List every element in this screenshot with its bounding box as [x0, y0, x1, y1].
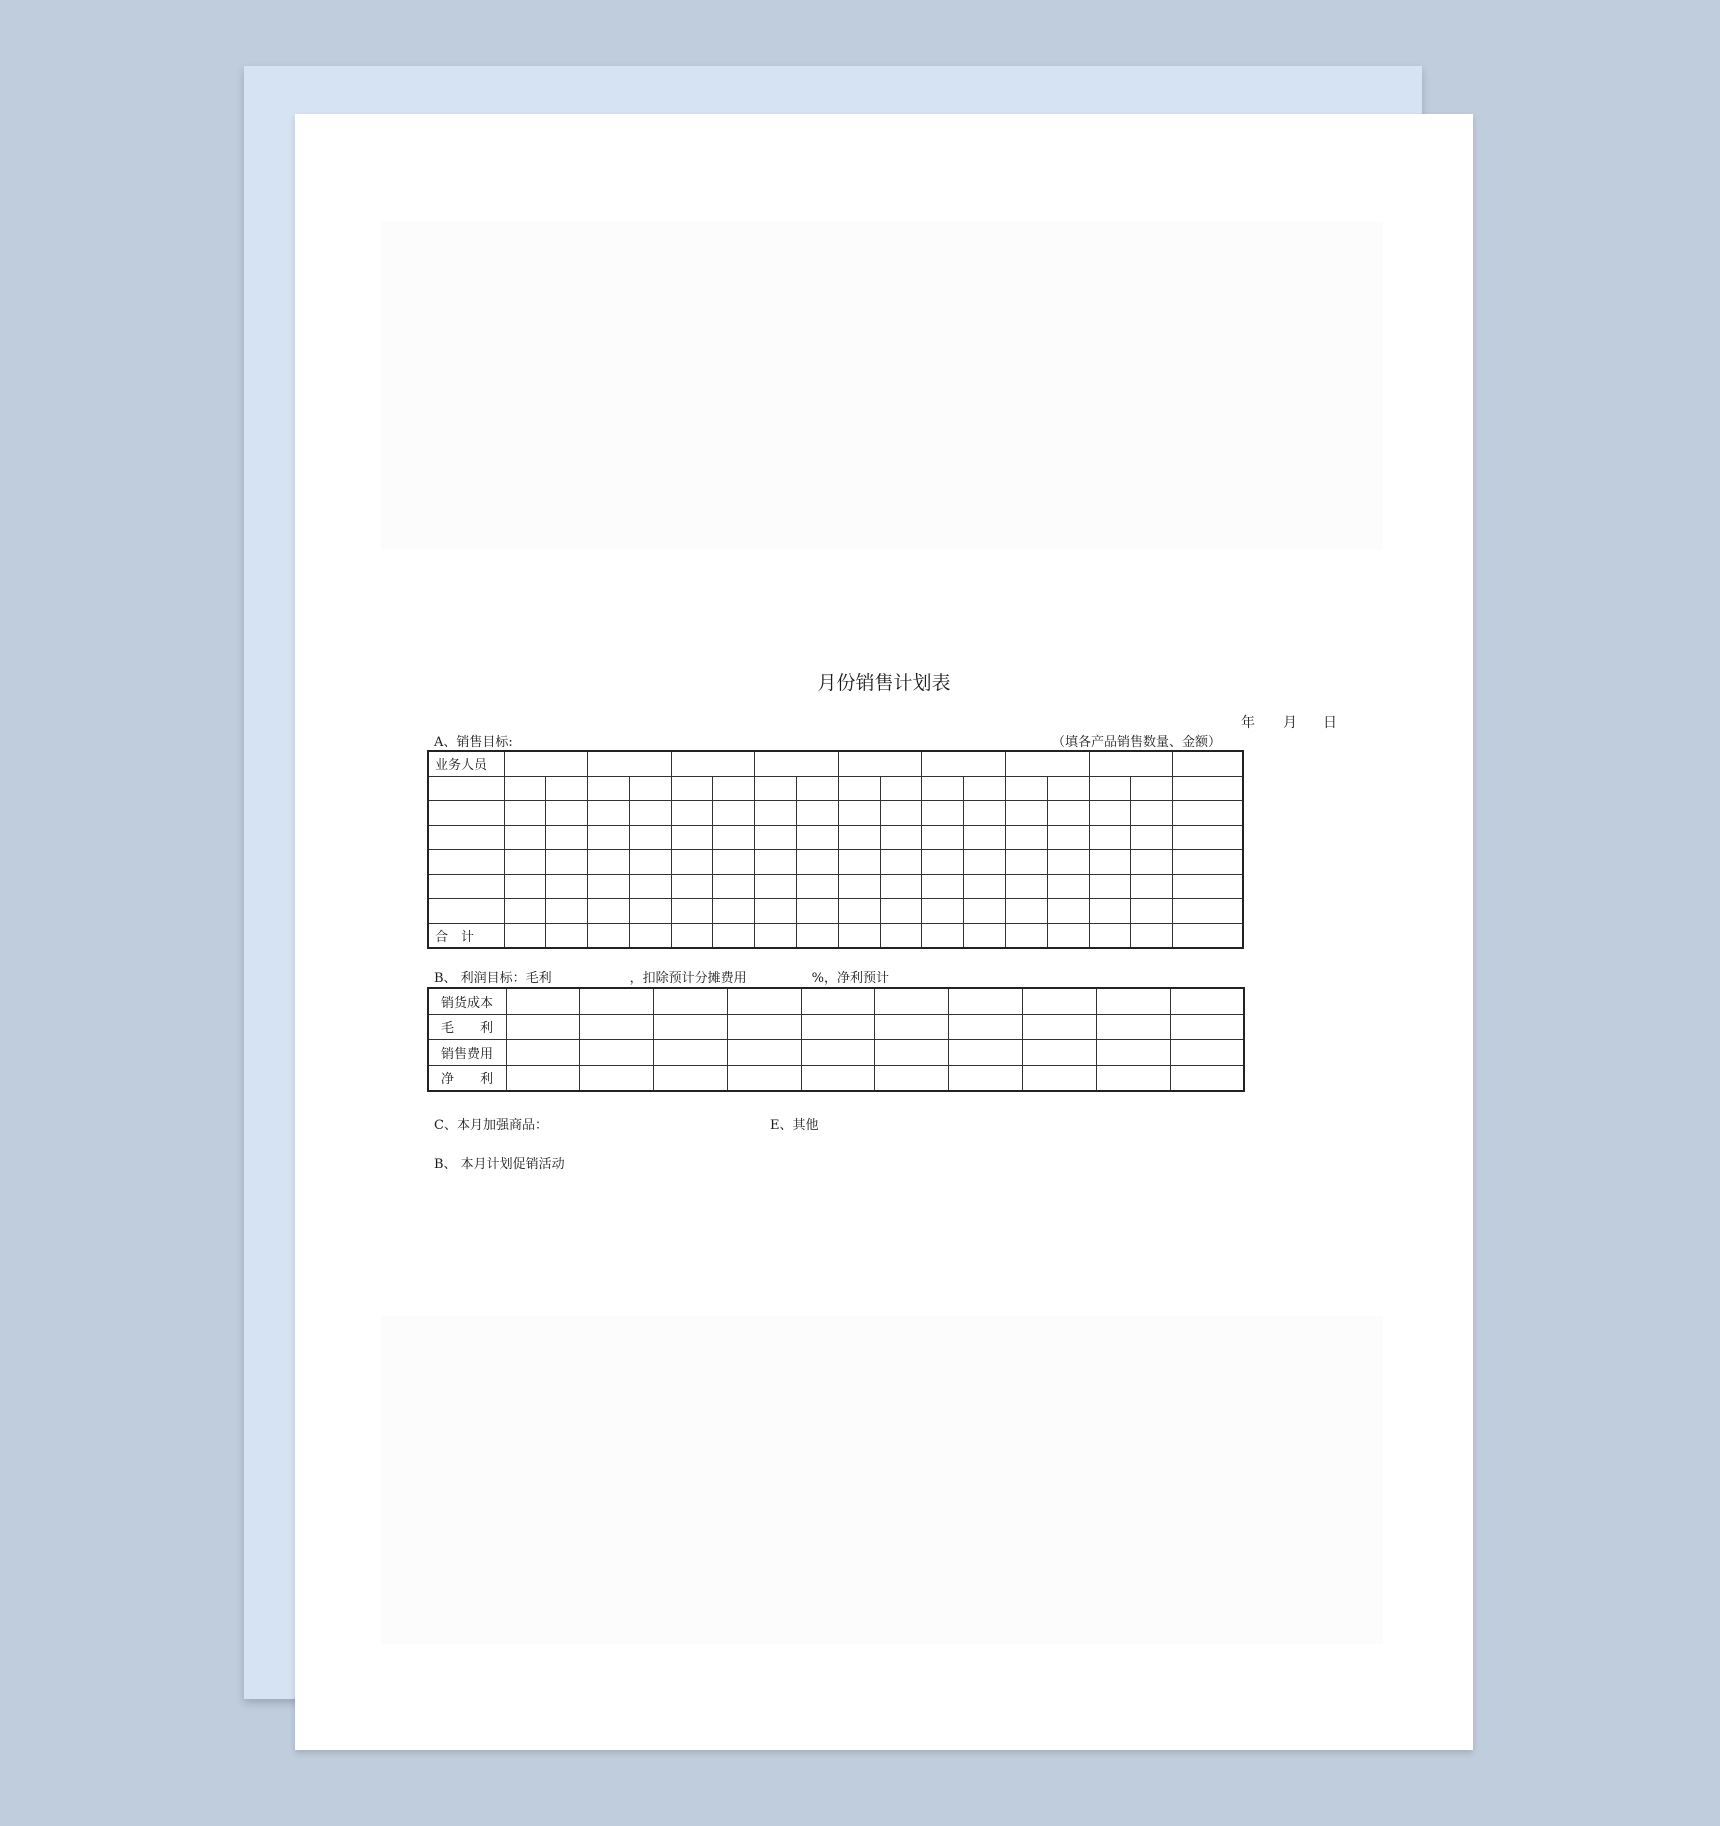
sales-value-cell[interactable]: [629, 801, 671, 826]
table-row: [428, 988, 1244, 1014]
profit-value-cell[interactable]: [1170, 1014, 1244, 1040]
sales-value-cell[interactable]: [671, 776, 713, 801]
sales-value-cell[interactable]: [1089, 874, 1131, 899]
sales-value-cell[interactable]: [629, 874, 671, 899]
total-value-cell[interactable]: [713, 923, 755, 948]
salesperson-cell[interactable]: [428, 801, 504, 826]
profit-value-cell[interactable]: [1096, 1065, 1170, 1091]
total-value-cell[interactable]: [504, 923, 546, 948]
sales-value-cell[interactable]: [629, 825, 671, 850]
sales-value-cell[interactable]: [922, 850, 964, 875]
profit-value-cell[interactable]: [1170, 988, 1244, 1014]
sales-target-table: [427, 750, 1244, 949]
sales-value-cell[interactable]: [1089, 850, 1131, 875]
sales-value-cell[interactable]: [671, 825, 713, 850]
total-value-cell[interactable]: [1089, 923, 1131, 948]
product-header-cell[interactable]: [838, 751, 922, 776]
sales-value-cell[interactable]: [964, 899, 1006, 924]
sales-value-cell[interactable]: [838, 899, 880, 924]
table-row: [428, 874, 1243, 899]
sales-value-cell[interactable]: [1047, 850, 1089, 875]
date-line: [1241, 712, 1337, 732]
sales-value-cell[interactable]: [755, 850, 797, 875]
profit-value-cell[interactable]: [654, 988, 728, 1014]
sales-value-cell[interactable]: [546, 850, 588, 875]
sales-value-cell[interactable]: [629, 776, 671, 801]
sales-value-cell[interactable]: [838, 850, 880, 875]
sales-value-cell[interactable]: [671, 850, 713, 875]
sales-value-cell[interactable]: [713, 850, 755, 875]
profit-value-cell[interactable]: [580, 1040, 654, 1066]
sales-value-cell[interactable]: [1047, 874, 1089, 899]
table-row: [428, 1040, 1244, 1066]
placeholder-band-top: [381, 222, 1383, 550]
profit-value-cell[interactable]: [949, 988, 1023, 1014]
sales-value-cell[interactable]: [880, 776, 922, 801]
sales-value-cell[interactable]: [546, 825, 588, 850]
sales-value-cell[interactable]: [1131, 801, 1173, 826]
profit-value-cell[interactable]: [727, 1065, 801, 1091]
sales-value-cell[interactable]: [1047, 801, 1089, 826]
table-row: [428, 825, 1243, 850]
sales-header-label: 业务人员: [428, 751, 504, 776]
sales-value-cell[interactable]: [504, 874, 546, 899]
product-header-cell[interactable]: [922, 751, 1006, 776]
product-header-cell[interactable]: [504, 751, 588, 776]
table-row: [428, 801, 1243, 826]
profit-value-cell[interactable]: [654, 1040, 728, 1066]
sales-value-cell[interactable]: [1173, 801, 1243, 826]
total-value-cell[interactable]: [922, 923, 964, 948]
profit-value-cell[interactable]: [1096, 1014, 1170, 1040]
sales-value-cell[interactable]: [1131, 899, 1173, 924]
sales-value-cell[interactable]: [880, 825, 922, 850]
sales-value-cell[interactable]: [1131, 874, 1173, 899]
section-b-promo-label: B、 本月计划促销活动: [434, 1157, 565, 1172]
profit-row-label: 净 利: [428, 1065, 506, 1091]
table-row: [428, 776, 1243, 801]
sales-value-cell[interactable]: [1047, 899, 1089, 924]
sales-value-cell[interactable]: [1006, 899, 1048, 924]
sales-value-cell[interactable]: [964, 874, 1006, 899]
profit-value-cell[interactable]: [949, 1014, 1023, 1040]
sales-value-cell[interactable]: [588, 825, 630, 850]
table-row: [428, 1014, 1244, 1040]
sales-value-cell[interactable]: [713, 776, 755, 801]
sales-value-cell[interactable]: [922, 874, 964, 899]
sales-value-cell[interactable]: [964, 825, 1006, 850]
profit-value-cell[interactable]: [1170, 1065, 1244, 1091]
sales-value-cell[interactable]: [713, 825, 755, 850]
profit-value-cell[interactable]: [727, 1040, 801, 1066]
sales-value-cell[interactable]: [838, 825, 880, 850]
sales-value-cell[interactable]: [588, 850, 630, 875]
sales-value-cell[interactable]: [922, 825, 964, 850]
profit-value-cell[interactable]: [727, 988, 801, 1014]
profit-value-cell[interactable]: [654, 1065, 728, 1091]
profit-value-cell[interactable]: [801, 1040, 875, 1066]
profit-value-cell[interactable]: [875, 1040, 949, 1066]
sales-value-cell[interactable]: [1006, 776, 1048, 801]
total-value-cell[interactable]: [546, 923, 588, 948]
profit-value-cell[interactable]: [949, 1065, 1023, 1091]
sales-value-cell[interactable]: [1173, 825, 1243, 850]
profit-value-cell[interactable]: [801, 1014, 875, 1040]
section-b-profit-label: B、 利润目标：毛利 ，扣除预计分摊费用 %，净利预计: [434, 971, 890, 986]
sales-value-cell[interactable]: [838, 801, 880, 826]
sales-value-cell[interactable]: [880, 801, 922, 826]
total-value-cell[interactable]: [629, 923, 671, 948]
total-value-cell[interactable]: [1131, 923, 1173, 948]
sales-value-cell[interactable]: [504, 825, 546, 850]
sales-value-cell[interactable]: [1006, 825, 1048, 850]
product-header-cell[interactable]: [1089, 751, 1173, 776]
total-value-cell[interactable]: [755, 923, 797, 948]
placeholder-band-bottom: [381, 1316, 1383, 1644]
profit-value-cell[interactable]: [654, 1014, 728, 1040]
sales-value-cell[interactable]: [504, 850, 546, 875]
sales-value-cell[interactable]: [1006, 801, 1048, 826]
sales-value-cell[interactable]: [1089, 776, 1131, 801]
sales-value-cell[interactable]: [880, 850, 922, 875]
profit-value-cell[interactable]: [506, 1040, 580, 1066]
total-value-cell[interactable]: [880, 923, 922, 948]
profit-value-cell[interactable]: [949, 1040, 1023, 1066]
profit-value-cell[interactable]: [580, 1065, 654, 1091]
date-year: 年: [1241, 715, 1255, 731]
sales-value-cell[interactable]: [755, 899, 797, 924]
total-value-cell[interactable]: [1047, 923, 1089, 948]
sales-value-cell[interactable]: [1089, 825, 1131, 850]
table-row: [428, 899, 1243, 924]
total-value-cell[interactable]: [1173, 923, 1243, 948]
document-page: [295, 114, 1473, 1750]
sales-value-cell[interactable]: [671, 874, 713, 899]
sales-value-cell[interactable]: [629, 899, 671, 924]
total-value-cell[interactable]: [797, 923, 839, 948]
sales-value-cell[interactable]: [1047, 776, 1089, 801]
sales-value-cell[interactable]: [504, 776, 546, 801]
sales-value-cell[interactable]: [880, 874, 922, 899]
salesperson-cell[interactable]: [428, 899, 504, 924]
sales-value-cell[interactable]: [1047, 825, 1089, 850]
sales-value-cell[interactable]: [713, 899, 755, 924]
sales-value-cell[interactable]: [1173, 874, 1243, 899]
section-e-label: E、其他: [770, 1118, 819, 1133]
salesperson-cell[interactable]: [428, 776, 504, 801]
sales-value-cell[interactable]: [1131, 825, 1173, 850]
sales-value-cell[interactable]: [504, 801, 546, 826]
profit-value-cell[interactable]: [506, 988, 580, 1014]
profit-value-cell[interactable]: [1170, 1040, 1244, 1066]
total-value-cell[interactable]: [671, 923, 713, 948]
sales-total-row: [428, 923, 1243, 948]
table-row: [428, 1065, 1244, 1091]
profit-row-label: 销货成本: [428, 988, 506, 1014]
total-value-cell[interactable]: [588, 923, 630, 948]
sales-value-cell[interactable]: [755, 801, 797, 826]
profit-value-cell[interactable]: [1023, 1014, 1097, 1040]
sales-value-cell[interactable]: [922, 776, 964, 801]
sales-value-cell[interactable]: [713, 874, 755, 899]
sales-header-row: [428, 751, 1243, 776]
profit-value-cell[interactable]: [727, 1014, 801, 1040]
section-a-label: A、销售目标:: [434, 735, 513, 750]
product-header-cell[interactable]: [755, 751, 839, 776]
sales-value-cell[interactable]: [964, 850, 1006, 875]
sales-value-cell[interactable]: [1006, 850, 1048, 875]
salesperson-cell[interactable]: [428, 850, 504, 875]
sales-value-cell[interactable]: [755, 776, 797, 801]
profit-value-cell[interactable]: [801, 1065, 875, 1091]
profit-value-cell[interactable]: [1096, 1040, 1170, 1066]
sales-value-cell[interactable]: [504, 899, 546, 924]
sales-value-cell[interactable]: [838, 874, 880, 899]
date-month: 月: [1283, 715, 1297, 731]
sales-value-cell[interactable]: [797, 850, 839, 875]
sales-value-cell[interactable]: [588, 899, 630, 924]
total-value-cell[interactable]: [964, 923, 1006, 948]
sales-value-cell[interactable]: [1089, 899, 1131, 924]
sales-value-cell[interactable]: [922, 899, 964, 924]
sales-value-cell[interactable]: [880, 899, 922, 924]
profit-table: [427, 987, 1245, 1092]
profit-value-cell[interactable]: [580, 1014, 654, 1040]
product-header-cell[interactable]: [1006, 751, 1090, 776]
profit-value-cell[interactable]: [875, 1014, 949, 1040]
profit-value-cell[interactable]: [1023, 1065, 1097, 1091]
sales-value-cell[interactable]: [1131, 850, 1173, 875]
sales-value-cell[interactable]: [755, 825, 797, 850]
profit-value-cell[interactable]: [875, 988, 949, 1014]
salesperson-cell[interactable]: [428, 874, 504, 899]
profit-row-label: 销售费用: [428, 1040, 506, 1066]
total-value-cell[interactable]: [838, 923, 880, 948]
total-header-cell[interactable]: [1173, 751, 1243, 776]
sales-value-cell[interactable]: [546, 776, 588, 801]
document-title: 月份销售计划表: [817, 672, 951, 694]
total-value-cell[interactable]: [1006, 923, 1048, 948]
salesperson-cell[interactable]: [428, 825, 504, 850]
sales-value-cell[interactable]: [588, 801, 630, 826]
sales-value-cell[interactable]: [588, 874, 630, 899]
sales-value-cell[interactable]: [1173, 776, 1243, 801]
profit-value-cell[interactable]: [506, 1014, 580, 1040]
sales-value-cell[interactable]: [1173, 850, 1243, 875]
sales-value-cell[interactable]: [546, 801, 588, 826]
sales-value-cell[interactable]: [1089, 801, 1131, 826]
product-header-cell[interactable]: [588, 751, 672, 776]
sales-value-cell[interactable]: [797, 825, 839, 850]
profit-value-cell[interactable]: [506, 1065, 580, 1091]
sales-value-cell[interactable]: [838, 776, 880, 801]
profit-value-cell[interactable]: [801, 988, 875, 1014]
sales-value-cell[interactable]: [797, 776, 839, 801]
sales-value-cell[interactable]: [797, 899, 839, 924]
table-row: [428, 850, 1243, 875]
date-day: 日: [1323, 715, 1337, 731]
sales-value-cell[interactable]: [922, 801, 964, 826]
sales-value-cell[interactable]: [713, 801, 755, 826]
profit-value-cell[interactable]: [1023, 988, 1097, 1014]
sales-value-cell[interactable]: [588, 776, 630, 801]
product-header-cell[interactable]: [671, 751, 755, 776]
profit-value-cell[interactable]: [875, 1065, 949, 1091]
sales-value-cell[interactable]: [1006, 874, 1048, 899]
sales-value-cell[interactable]: [1131, 776, 1173, 801]
sales-value-cell[interactable]: [629, 850, 671, 875]
profit-value-cell[interactable]: [1096, 988, 1170, 1014]
total-label: 合 计: [428, 923, 504, 948]
sales-value-cell[interactable]: [755, 874, 797, 899]
sales-value-cell[interactable]: [964, 776, 1006, 801]
sales-value-cell[interactable]: [797, 874, 839, 899]
section-a-note: （填各产品销售数量、金额）: [1052, 735, 1222, 750]
section-c-label: C、本月加强商品：: [434, 1118, 548, 1133]
profit-row-label: 毛 利: [428, 1014, 506, 1040]
sales-value-cell[interactable]: [671, 801, 713, 826]
sales-value-cell[interactable]: [797, 801, 839, 826]
sales-value-cell[interactable]: [964, 801, 1006, 826]
sales-value-cell[interactable]: [546, 899, 588, 924]
sales-value-cell[interactable]: [671, 899, 713, 924]
sales-value-cell[interactable]: [1173, 899, 1243, 924]
sales-value-cell[interactable]: [546, 874, 588, 899]
profit-value-cell[interactable]: [1023, 1040, 1097, 1066]
profit-value-cell[interactable]: [580, 988, 654, 1014]
